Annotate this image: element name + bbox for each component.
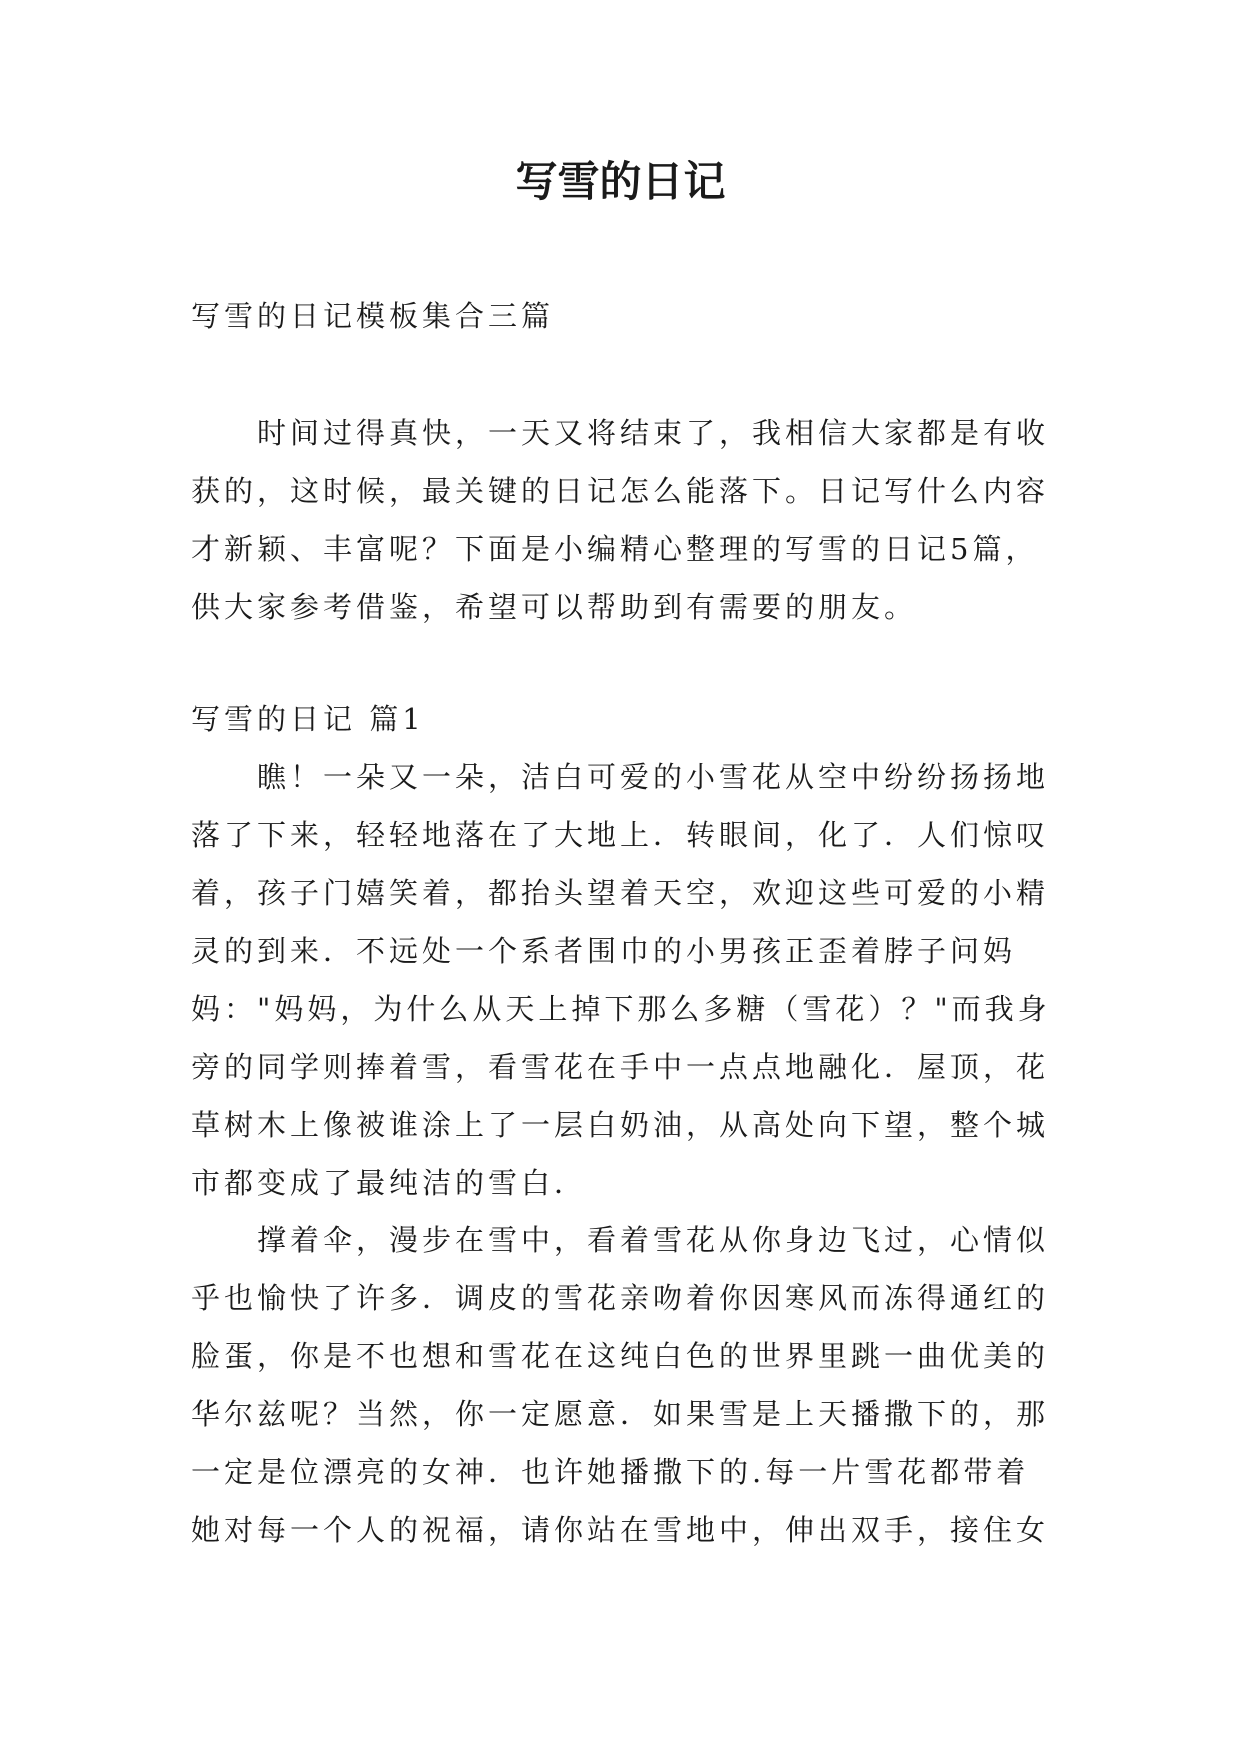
section-heading: 写雪的日记 篇1 (191, 702, 425, 736)
text-line: 脸蛋，你是不也想和雪花在这纯白色的世界里跳一曲优美的 (191, 1339, 1050, 1373)
text-line: 华尔兹呢？当然，你一定愿意．如果雪是上天播撒下的，那 (191, 1397, 1050, 1431)
text-line: 旁的同学则捧着雪，看雪花在手中一点点地融化．屋顶，花 (191, 1050, 1050, 1084)
text-line: 落了下来，轻轻地落在了大地上．转眼间，化了．人们惊叹 (191, 818, 1050, 852)
text-line: 获的，这时候，最关键的日记怎么能落下。日记写什么内容 (191, 474, 1050, 508)
text-line: 乎也愉快了许多．调皮的雪花亲吻着你因寒风而冻得通红的 (191, 1281, 1050, 1315)
document-title: 写雪的日记 (515, 157, 726, 206)
document-subtitle: 写雪的日记模板集合三篇 (191, 299, 555, 333)
text-line: 撑着伞，漫步在雪中，看着雪花从你身边飞过，心情似 (257, 1223, 1050, 1257)
text-line: 着，孩子门嬉笑着，都抬头望着天空，欢迎这些可爱的小精 (191, 876, 1050, 910)
text-line: 市都变成了最纯洁的雪白． (191, 1166, 588, 1200)
text-line: 妈："妈妈，为什么从天上掉下那么多糖（雪花）？"而我身 (191, 992, 1051, 1026)
intro-paragraph (191, 404, 1061, 636)
body-paragraph (191, 748, 1061, 1212)
text-line: 灵的到来．不远处一个系者围巾的小男孩正歪着脖子问妈 (191, 934, 1017, 968)
text-line: 才新颖、丰富呢？下面是小编精心整理的写雪的日记5篇， (191, 532, 1039, 566)
text-line: 时间过得真快，一天又将结束了，我相信大家都是有收 (257, 416, 1050, 450)
text-line: 她对每一个人的祝福，请你站在雪地中，伸出双手，接住女 (191, 1513, 1050, 1547)
text-line: 供大家参考借鉴，希望可以帮助到有需要的朋友。 (191, 590, 918, 624)
text-line: 一定是位漂亮的女神．也许她播撒下的.每一片雪花都带着 (191, 1455, 1030, 1489)
text-line: 草树木上像被谁涂上了一层白奶油，从高处向下望，整个城 (191, 1108, 1050, 1142)
body-paragraph (191, 1211, 1061, 1559)
text-line: 瞧！一朵又一朵，洁白可爱的小雪花从空中纷纷扬扬地 (257, 760, 1050, 794)
